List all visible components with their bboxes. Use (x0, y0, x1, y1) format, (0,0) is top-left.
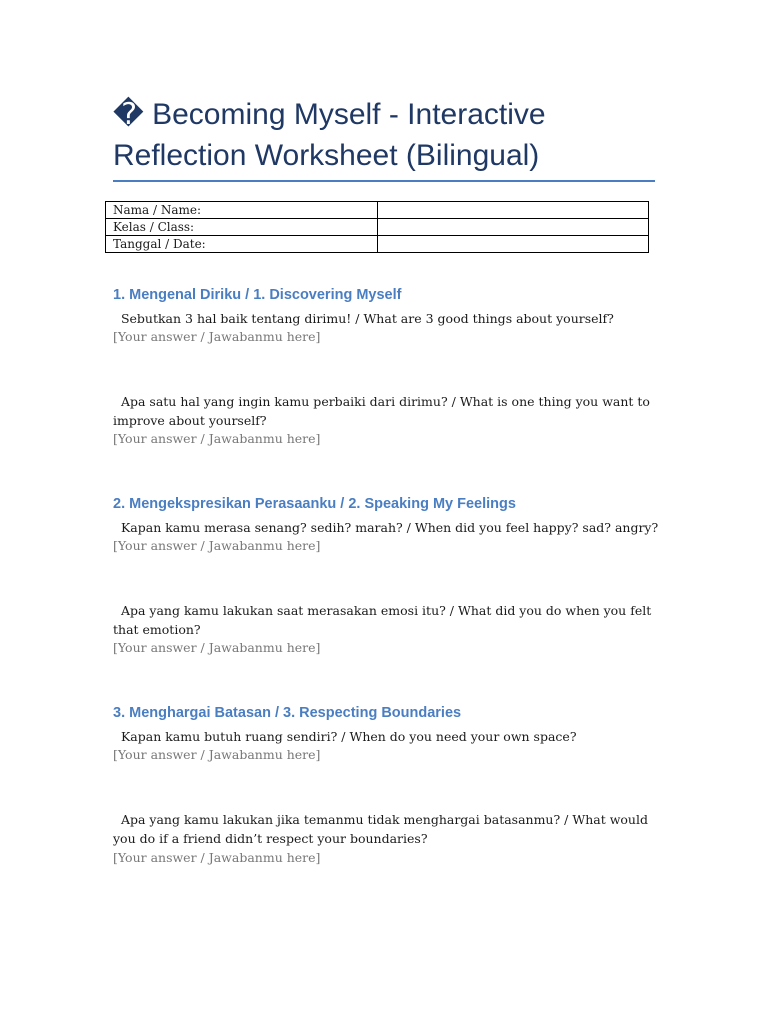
answer-field-improve-yourself[interactable]: [Your answer / Jawabanmu here] (113, 431, 321, 446)
date-field[interactable] (377, 236, 649, 253)
question-when-feel: Kapan kamu merasa senang? sedih? marah? / When did you feel happy? sad? angry? (113, 520, 659, 535)
name-label: Nama / Name: (106, 202, 378, 219)
question-own-space: Kapan kamu butuh ruang sendiri? / When do you need your own space? (113, 729, 577, 744)
title-underline (113, 180, 655, 182)
question-improve-yourself: Apa satu hal yang ingin kamu perbaiki dari dirimu? / What is one thing you want to improve about yourself? (113, 394, 654, 428)
question-friend-boundaries: Apa yang kamu lakukan jika temanmu tidak menghargai batasanmu? / What would you do if a friend didn’t respect your boundaries? (113, 812, 652, 846)
class-label: Kelas / Class: (106, 219, 378, 236)
answer-field-own-space[interactable]: [Your answer / Jawabanmu here] (113, 747, 321, 762)
answer-field-friend-boundaries[interactable]: [Your answer / Jawabanmu here] (113, 850, 321, 865)
student-info-table (105, 201, 649, 253)
page-title: � Becoming Myself - Interactive Reflection Worksheet (Bilingual) (113, 98, 546, 172)
section-heading-speaking-feelings: 2. Mengekspresikan Perasaanku / 2. Speaking My Feelings (113, 496, 516, 512)
name-field[interactable] (377, 202, 649, 219)
answer-field-good-things[interactable]: [Your answer / Jawabanmu here] (113, 329, 321, 344)
answer-field-when-feel[interactable]: [Your answer / Jawabanmu here] (113, 538, 321, 553)
question-what-did-you-do: Apa yang kamu lakukan saat merasakan emosi itu? / What did you do when you felt that emotion? (113, 603, 656, 637)
answer-field-what-did-you-do[interactable]: [Your answer / Jawabanmu here] (113, 640, 321, 655)
table-row (106, 219, 649, 236)
table-row (106, 202, 649, 219)
class-field[interactable] (377, 219, 649, 236)
date-label: Tanggal / Date: (106, 236, 378, 253)
section-heading-respecting-boundaries: 3. Menghargai Batasan / 3. Respecting Boundaries (113, 705, 462, 721)
section-heading-discovering-myself: 1. Mengenal Diriku / 1. Discovering Myself (113, 287, 402, 303)
question-good-things: Sebutkan 3 hal baik tentang dirimu! / What are 3 good things about yourself? (113, 311, 614, 326)
table-row (106, 236, 649, 253)
